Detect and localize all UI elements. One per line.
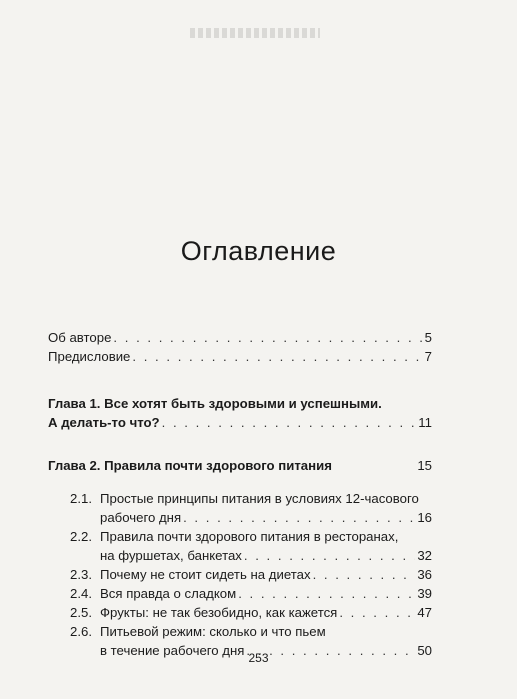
toc-page-number: 5 xyxy=(424,330,432,345)
page-number: 253 xyxy=(248,651,269,665)
toc-entry-label: Об авторе xyxy=(48,330,112,345)
toc-page-number: 32 xyxy=(417,548,432,563)
toc-page-number: 36 xyxy=(417,567,432,582)
leader-dots xyxy=(113,328,422,347)
toc-entry-label: Глава 2. Правила почти здорового питания xyxy=(48,458,332,473)
toc-page-number: 47 xyxy=(417,605,432,620)
toc-page-number: 7 xyxy=(424,349,432,364)
toc-page-number: 39 xyxy=(417,586,432,601)
toc-entry-label-cont: на фуршетах, банкетах xyxy=(100,548,242,563)
toc-entry-section-2-5[interactable] xyxy=(48,603,432,622)
section-number: 2.2. xyxy=(70,529,92,544)
toc-entry-label: Предисловие xyxy=(48,349,131,364)
section-number: 2.5. xyxy=(70,605,92,620)
toc-entry-label-cont: в течение рабочего дня xyxy=(100,643,245,658)
toc-entry-label: Вся правда о сладком xyxy=(100,586,237,601)
toc-entry-preface[interactable] xyxy=(48,347,432,366)
toc-page-number: 15 xyxy=(417,458,432,473)
toc-entry-chapter-2[interactable] xyxy=(48,456,432,475)
toc-entry-label-cont: А делать-то что? xyxy=(48,415,160,430)
section-number: 2.6. xyxy=(70,624,92,639)
section-number: 2.3. xyxy=(70,567,92,582)
toc-page-number: 11 xyxy=(418,415,432,430)
bleed-header xyxy=(190,28,320,38)
toc-entry-about-author[interactable] xyxy=(48,328,432,347)
toc-page-number: 50 xyxy=(417,643,432,658)
toc-entry-label: Правила почти здорового питания в ресторанах, xyxy=(100,529,399,544)
section-number: 2.1. xyxy=(70,491,92,506)
toc-entry-label: Фрукты: не так безобидно, как кажется xyxy=(100,605,338,620)
toc-entry-label: Простые принципы питания в условиях 12-часового xyxy=(100,491,419,506)
leader-dots xyxy=(339,603,415,622)
leader-dots xyxy=(244,546,415,565)
leader-dots xyxy=(132,347,422,366)
toc-entry-label: Почему не стоит сидеть на диетах xyxy=(100,567,311,582)
toc-entry-section-2-1[interactable] xyxy=(48,489,432,527)
toc-entry-label-cont: рабочего дня xyxy=(100,510,182,525)
toc-entry-section-2-4[interactable] xyxy=(48,584,432,603)
page-title: Оглавление xyxy=(180,236,337,266)
toc-entry-label: Глава 1. Все хотят быть здоровыми и успешными. xyxy=(48,396,382,411)
leader-dots xyxy=(313,565,416,584)
leader-dots xyxy=(162,413,417,432)
toc-entry-section-2-3[interactable] xyxy=(48,565,432,584)
toc-entry-label: Питьевой режим: сколько и что пьем xyxy=(100,624,326,639)
toc-entry-section-2-2[interactable] xyxy=(48,527,432,565)
toc-page-number: 16 xyxy=(417,510,432,525)
leader-dots xyxy=(183,508,415,527)
leader-dots xyxy=(238,584,415,603)
section-number: 2.4. xyxy=(70,586,92,601)
toc-entry-chapter-1[interactable] xyxy=(48,394,432,432)
